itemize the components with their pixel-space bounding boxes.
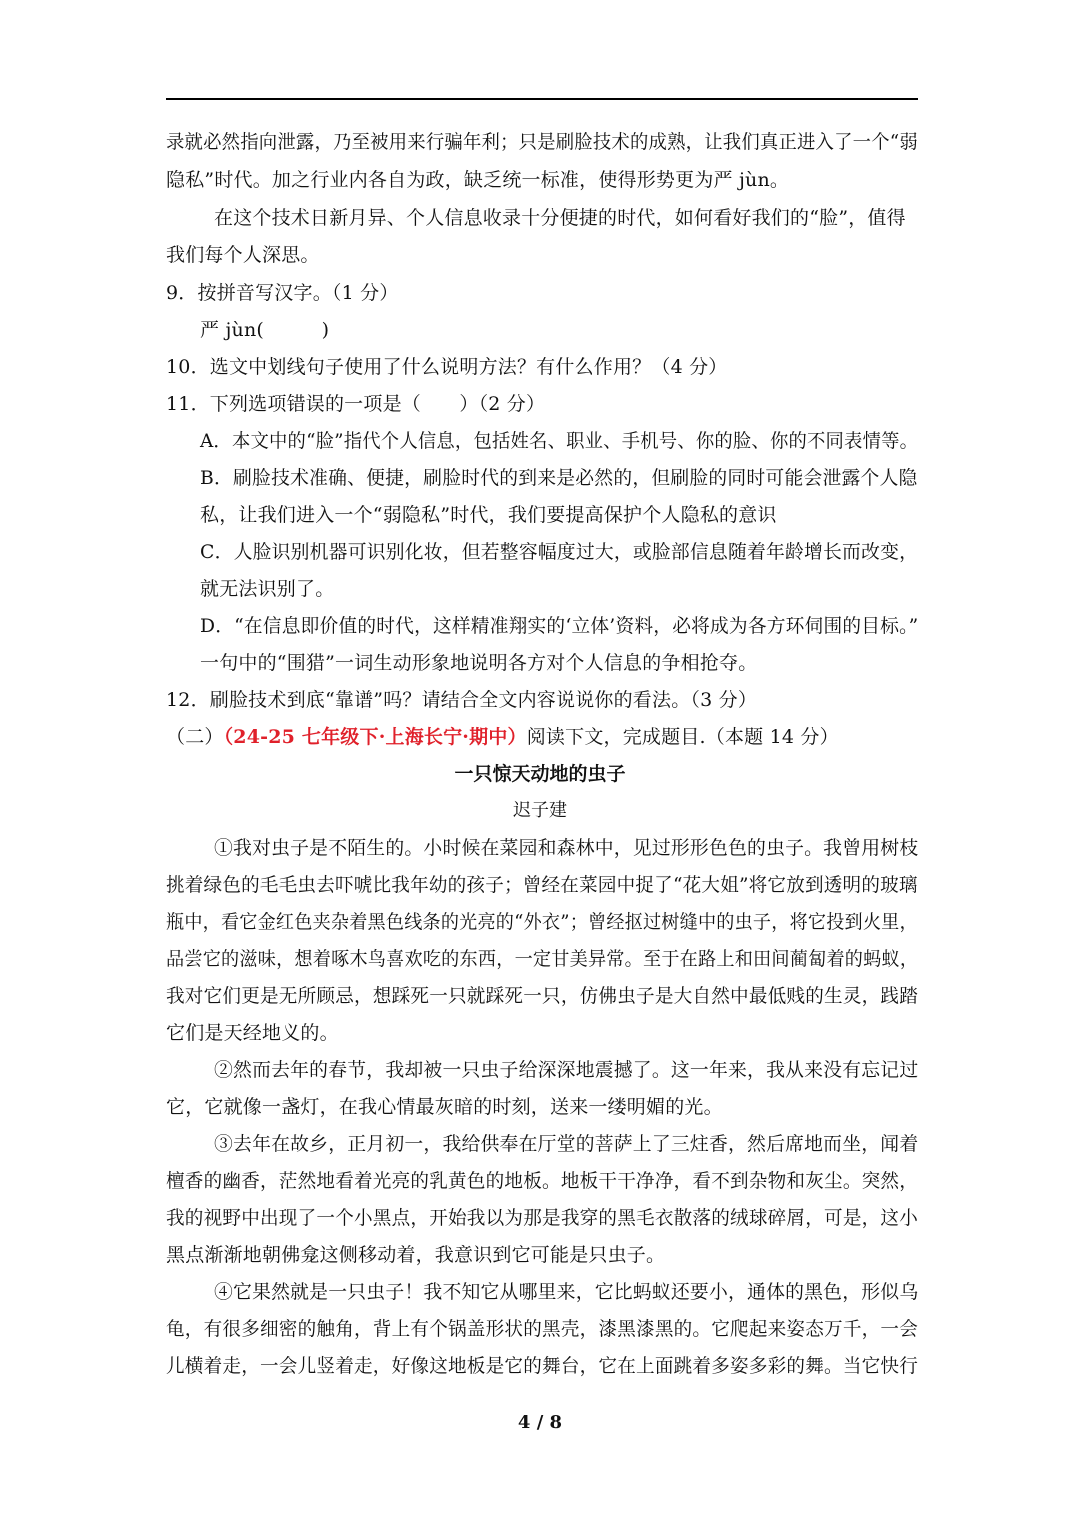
- option-b: B．刷脸技术准确、便捷，刷脸时代的到来是必然的，但刷脸的同时可能会泄露个人隐: [200, 467, 918, 489]
- section-prefix: （二）: [166, 726, 224, 748]
- passage-line: ③去年在故乡，正月初一，我给供奉在厅堂的菩萨上了三炷香，然后席地而坐，闻着: [214, 1133, 919, 1155]
- question-9-blank: 严 jùn( ): [200, 319, 330, 341]
- text-line: 我们每个人深思。: [166, 244, 320, 266]
- option-c: C．人脸识别机器可识别化妆，但若整容幅度过大，或脸部信息随着年龄增长而改变，: [200, 541, 919, 563]
- passage-line: ④它果然就是一只虫子！我不知它从哪里来，它比蚂蚁还要小，通体的黑色，形似乌: [214, 1281, 919, 1303]
- option-c-cont: 就无法识别了。: [200, 578, 335, 600]
- question-12: 12．刷脸技术到底“靠谱”吗？请结合全文内容说说你的看法。（3 分）: [166, 689, 758, 711]
- section-instruction: 阅读下文，完成题目.（本题 14 分）: [526, 726, 839, 748]
- option-d-cont: 一句中的“围猎”一词生动形象地说明各方对个人信息的争相抢夺。: [200, 652, 758, 674]
- passage-line: 瓶中，看它金红色夹杂着黑色线条的光亮的“外衣”；曾经抠过树缝中的虫子，将它投到火里，: [166, 911, 918, 933]
- passage-line: 我对它们更是无所顾忌，想踩死一只就踩死一只，仿佛虫子是大自然中最低贱的生灵，践踏: [166, 985, 919, 1007]
- option-a: A．本文中的“脸”指代个人信息，包括姓名、职业、手机号、你的脸、你的不同表情等。: [200, 430, 919, 452]
- passage-line: 檀香的幽香，茫然地看着光亮的乳黄色的地板。地板干干净净，看不到杂物和灰尘。突然，: [166, 1170, 919, 1192]
- option-b-cont: 私，让我们进入一个“弱隐私”时代，我们要提高保护个人隐私的意识: [200, 504, 777, 526]
- section-source: （24-25 七年级下·上海长宁·期中）: [223, 726, 527, 748]
- passage-line: 挑着绿色的毛毛虫去吓唬比我年幼的孩子；曾经在菜园中捉了“花大姐”将它放到透明的玻璃: [166, 874, 918, 896]
- question-11: 11．下列选项错误的一项是（ ）（2 分）: [166, 393, 546, 415]
- passage-title: 一只惊天动地的虫子: [454, 763, 626, 785]
- passage-line: 品尝它的滋味，想着啄木鸟喜欢吃的东西，一定甘美异常。至于在路上和田间蔺匐着的蚂蚁，: [166, 948, 919, 970]
- question-10: 10．选文中划线句子使用了什么说明方法？有什么作用？（4 分）: [166, 356, 728, 378]
- passage-author: 迟子建: [513, 800, 567, 821]
- section-heading: [166, 724, 839, 750]
- option-d: D．“在信息即价值的时代，这样精准翔实的‘立体’资料，必将成为各方环伺围的目标。”: [200, 615, 919, 637]
- passage-line: 龟，有很多细密的触角，背上有个锅盖形状的黑壳，漆黑漆黑的。它爬起来姿态万千，一会: [166, 1318, 919, 1340]
- text-line: 在这个技术日新月异、个人信息收录十分便捷的时代，如何看好我们的“脸”，值得: [214, 207, 906, 229]
- text-line: 录就必然指向泄露，乃至被用来行骗年利；只是刷脸技术的成熟，让我们真正进入了一个“弱: [166, 131, 918, 153]
- passage-line: 我的视野中出现了一个小黑点，开始我以为那是我穿的黑毛衣散落的绒球碎屑，可是，这小: [166, 1207, 919, 1229]
- text-line: 隐私”时代。加之行业内各自为政，缺乏统一标准，使得形势更为严 jùn。: [166, 169, 790, 191]
- passage-line: 黑点渐渐地朝佛龛这侧移动着，我意识到它可能是只虫子。: [166, 1244, 666, 1266]
- passage-line: 它们是天经地义的。: [166, 1022, 339, 1044]
- passage-line: 儿横着走，一会儿竖着走，好像这地板是它的舞台，它在上面跳着多姿多彩的舞。当它快行: [166, 1355, 919, 1377]
- question-9: 9．按拼音写汉字。（1 分）: [166, 282, 399, 304]
- passage-line: 它，它就像一盏灯，在我心情最灰暗的时刻，送来一缕明媚的光。: [166, 1096, 723, 1118]
- page-number: 4 / 8: [517, 1412, 563, 1433]
- passage-line: ①我对虫子是不陌生的。小时候在菜园和森林中，见过形形色色的虫子。我曾用树枝: [214, 837, 919, 859]
- header-rule: [166, 98, 918, 100]
- passage-line: ②然而去年的春节，我却被一只虫子给深深地震撼了。这一年来，我从来没有忘记过: [214, 1059, 919, 1081]
